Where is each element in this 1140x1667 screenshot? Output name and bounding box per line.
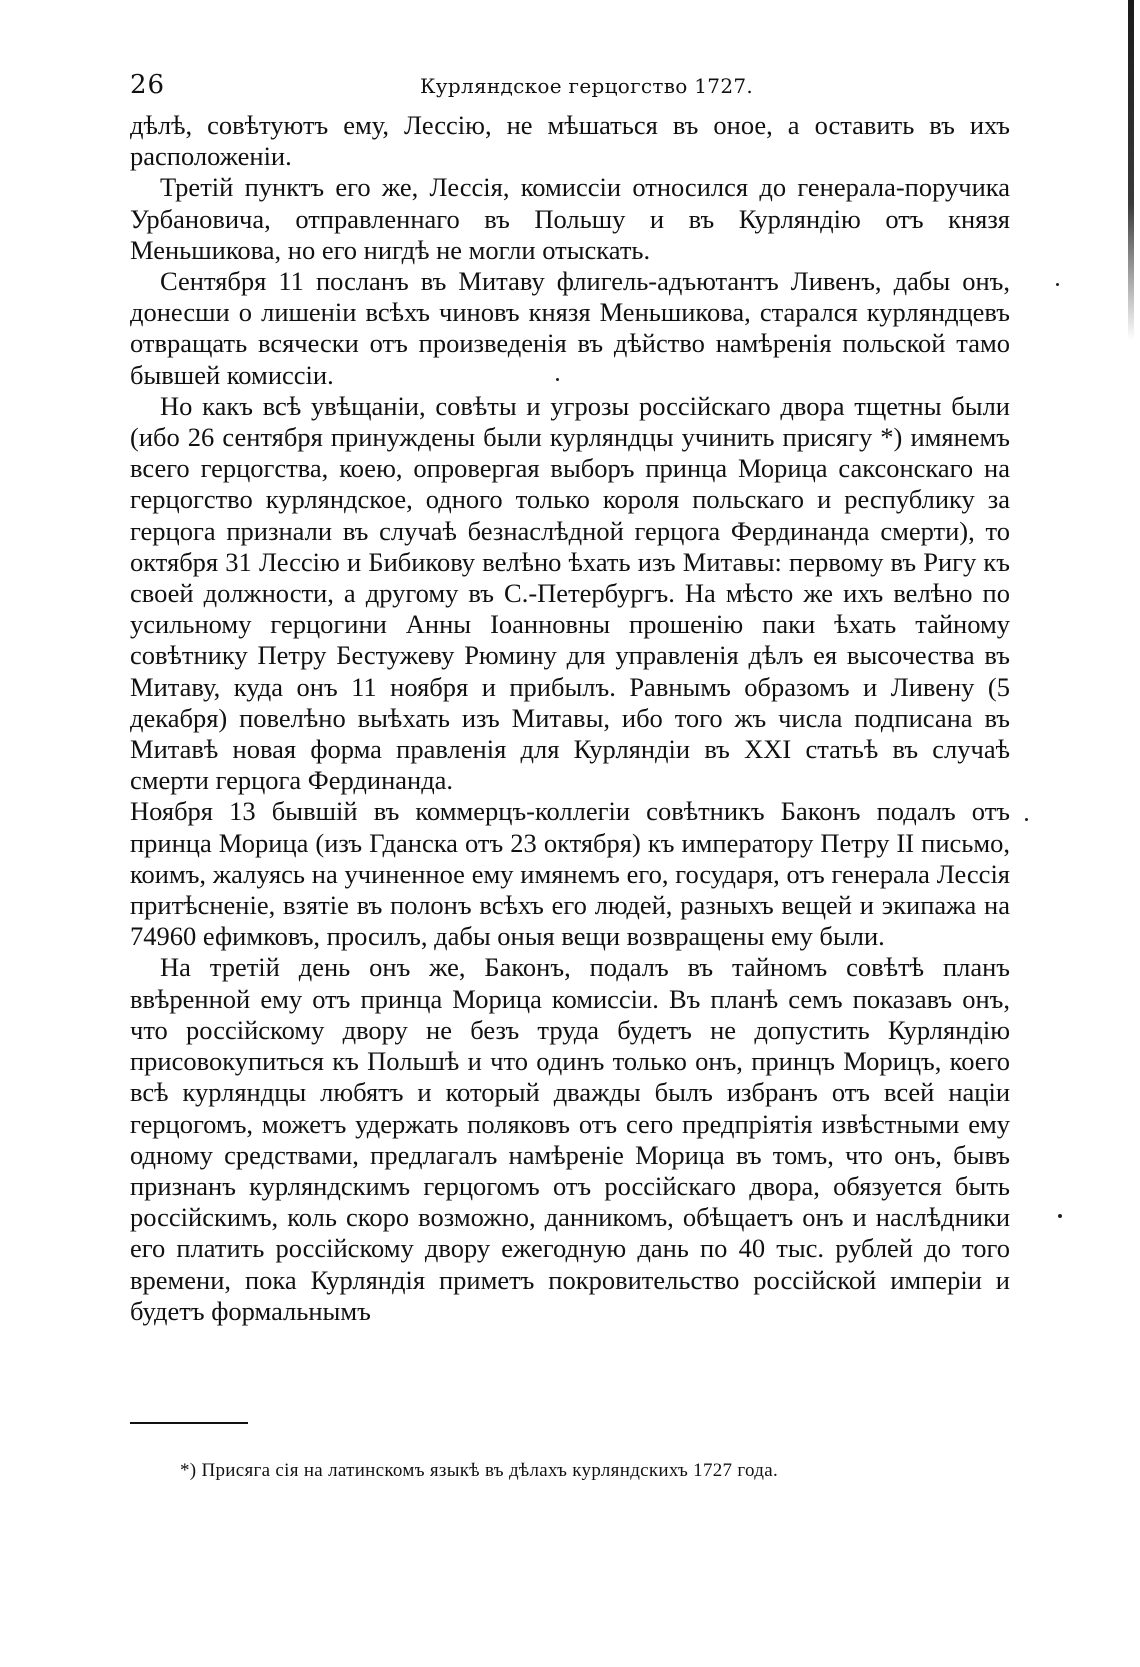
paragraph: Сентября 11 посланъ въ Митаву флигель-адъютантъ Ливенъ, дабы онъ, донесши о лишеніи всѣхъ чиновъ князя Меньшикова, старался курляндцевъ отвращать всячески отъ произведенія въ дѣйство намѣренія польской тамо бывшей комиссіи. [130,266,1010,390]
scan-speck [1056,283,1059,286]
scan-speck [556,378,559,381]
scan-edge-mark [1128,0,1134,340]
scan-speck [1025,818,1028,821]
paragraph: Ноября 13 бывшій въ коммерцъ-коллегіи совѣтникъ Баконъ подалъ отъ принца Морица (изъ Гданска отъ 23 октября) къ императору Петру II письмо, коимъ, жалуясь на учиненное ему имянемъ его, государя, отъ генерала Лессія притѣсненіе, взятіе въ полонъ всѣхъ его людей, разныхъ вещей и экипажа на 74960 ефимковъ, просилъ, дабы оныя вещи возвращены ему были. [130,796,1010,952]
page-header [130,70,1010,110]
running-title: Курляндское герцогство 1727. [420,74,754,98]
footnote-rule [130,1422,248,1424]
page-number: 26 [130,70,166,100]
footnote: *) Присяга сія на латинскомъ языкѣ въ дѣлахъ курляндскихъ 1727 года. [180,1460,779,1481]
paragraph: Третій пунктъ его же, Лессія, комиссіи относился до генерала-поручика Урбановича, отправленнаго въ Польшу и въ Курляндію отъ князя Меньшикова, но его нигдѣ не могли отыскать. [130,172,1010,265]
paragraph: Но какъ всѣ увѣщаніи, совѣты и угрозы россійскаго двора тщетны были (ибо 26 сентября принуждены были курляндцы учинить присягу *) имянемъ всего герцогства, коею, опровергая выборъ принца Морица саксонскаго на герцогство курляндское, одного только короля польскаго и республику за герцога признали въ случаѣ безнаслѣдной герцога Фердинанда смерти), то октября 31 Лессію и Бибикову велѣно ѣхать изъ Митавы: первому въ Ригу къ своей должности, а другому въ С.-Петербургъ. На мѣсто же ихъ велѣно по усильному герцогини Анны Іоанновны прошенію паки ѣхать тайному совѣтнику Петру Бестужеву Рюмину для управленія дѣлъ ея высочества въ Митаву, куда онъ 11 ноября и прибылъ. Равнымъ образомъ и Ливену (5 декабря) повелѣно выѣхать изъ Митавы, ибо того жъ числа подписана въ Митавѣ новая форма правленія для Курляндіи въ XXI статьѣ въ случаѣ смерти герцога Фердинанда. [130,390,1010,796]
body-text [130,110,1010,1327]
paragraph: На третій день онъ же, Баконъ, подалъ въ тайномъ совѣтѣ планъ ввѣренной ему отъ принца Морица комиссіи. Въ планѣ семъ показавъ онъ, что россійскому двору не безъ труда будетъ не допустить Курляндію присовокупиться къ Польшѣ и что одинъ только онъ, принцъ Морицъ, коего всѣ курляндцы любятъ и который дважды былъ избранъ отъ всей націи герцогомъ, можетъ удержать поляковъ отъ сего предпріятія извѣстными ему одному средствами, предлагалъ намѣреніе Морица въ томъ, что онъ, бывъ признанъ курляндскимъ герцогомъ отъ россійскаго двора, обязуется быть россійскимъ, коль скоро возможно, данникомъ, обѣщаетъ онъ и наслѣдники его платить россійскому двору ежегодную дань по 40 тыс. рублей до того времени, пока Курляндія приметъ покровительство россійской имперіи и будетъ формальнымъ [130,952,1010,1326]
paragraph-continuation: дѣлѣ, совѣтуютъ ему, Лессію, не мѣшаться въ оное, а оставить въ ихъ расположеніи. [130,110,1010,172]
scan-speck [1058,1214,1062,1218]
book-page [130,70,1010,1327]
